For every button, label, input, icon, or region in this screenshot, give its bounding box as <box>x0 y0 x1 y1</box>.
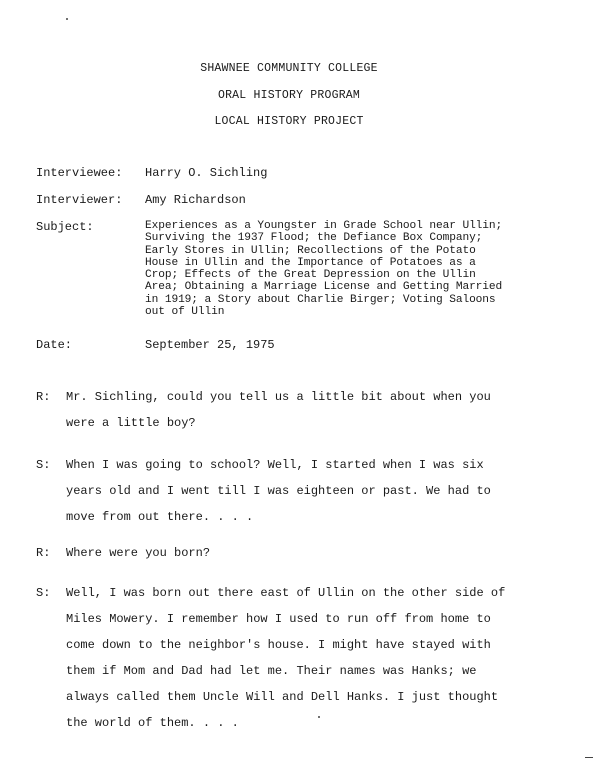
date-label: Date: <box>36 338 73 352</box>
speaker-label: R: <box>36 546 51 560</box>
subject-line: Early Stores in Ullin; Recollections of the Potato <box>145 244 476 257</box>
transcript-line: were a little boy? <box>66 416 196 430</box>
program-title: ORAL HISTORY PROGRAM <box>217 89 361 102</box>
transcript-line: years old and I went till I was eighteen or past. We had to <box>66 484 491 498</box>
subject-line: out of Ullin <box>145 306 225 319</box>
transcript-turn <box>66 540 566 566</box>
speaker-label: R: <box>36 390 51 404</box>
subject-line: Area; Obtaining a Marriage License and Getting Married <box>145 281 503 294</box>
subject-line: House in Ullin and the Importance of Potatoes as a <box>145 256 476 269</box>
speaker-label: S: <box>36 458 51 472</box>
transcript-line: come down to the neighbor's house. I might have stayed with <box>66 638 491 652</box>
transcript-turn <box>66 580 566 736</box>
transcript-line: always called them Uncle Will and Dell Hanks. I just thought <box>66 690 499 704</box>
scan-speck <box>318 716 320 718</box>
project-title: LOCAL HISTORY PROJECT <box>214 115 364 128</box>
transcript-line: Mr. Sichling, could you tell us a little bit about when you <box>66 390 491 404</box>
subject-line: Surviving the 1937 Flood; the Defiance Box Company; <box>145 232 483 245</box>
interviewer-label: Interviewer: <box>36 193 123 207</box>
transcript-line: Well, I was born out there east of Ullin on the other side of <box>66 586 506 600</box>
institution-title: SHAWNEE COMMUNITY COLLEGE <box>200 62 378 75</box>
interviewee-label: Interviewee: <box>36 166 123 180</box>
transcript-turn <box>66 384 566 436</box>
speaker-label: S: <box>36 586 51 600</box>
scan-speck <box>585 757 593 758</box>
interviewer-value: Amy Richardson <box>145 193 246 207</box>
date-value: September 25, 1975 <box>145 338 275 352</box>
subject-label: Subject: <box>36 220 94 234</box>
subject-value <box>145 220 585 318</box>
scan-speck <box>66 18 68 20</box>
transcript-line: Miles Mowery. I remember how I used to run off from home to <box>66 612 491 626</box>
subject-line: Experiences as a Youngster in Grade School near Ullin; <box>145 220 503 232</box>
transcript-line: move from out there. . . . <box>66 510 254 524</box>
transcript-line: Where were you born? <box>66 546 211 560</box>
transcript-line: When I was going to school? Well, I started when I was six <box>66 458 484 472</box>
transcript-turn <box>66 452 566 530</box>
interviewee-value: Harry O. Sichling <box>145 166 268 180</box>
subject-line: in 1919; a Story about Charlie Birger; Voting Saloons <box>145 293 496 306</box>
transcript-line: the world of them. . . . <box>66 716 239 730</box>
transcript-line: them if Mom and Dad had let me. Their names was Hanks; we <box>66 664 477 678</box>
subject-line: Crop; Effects of the Great Depression on the Ullin <box>145 269 476 282</box>
